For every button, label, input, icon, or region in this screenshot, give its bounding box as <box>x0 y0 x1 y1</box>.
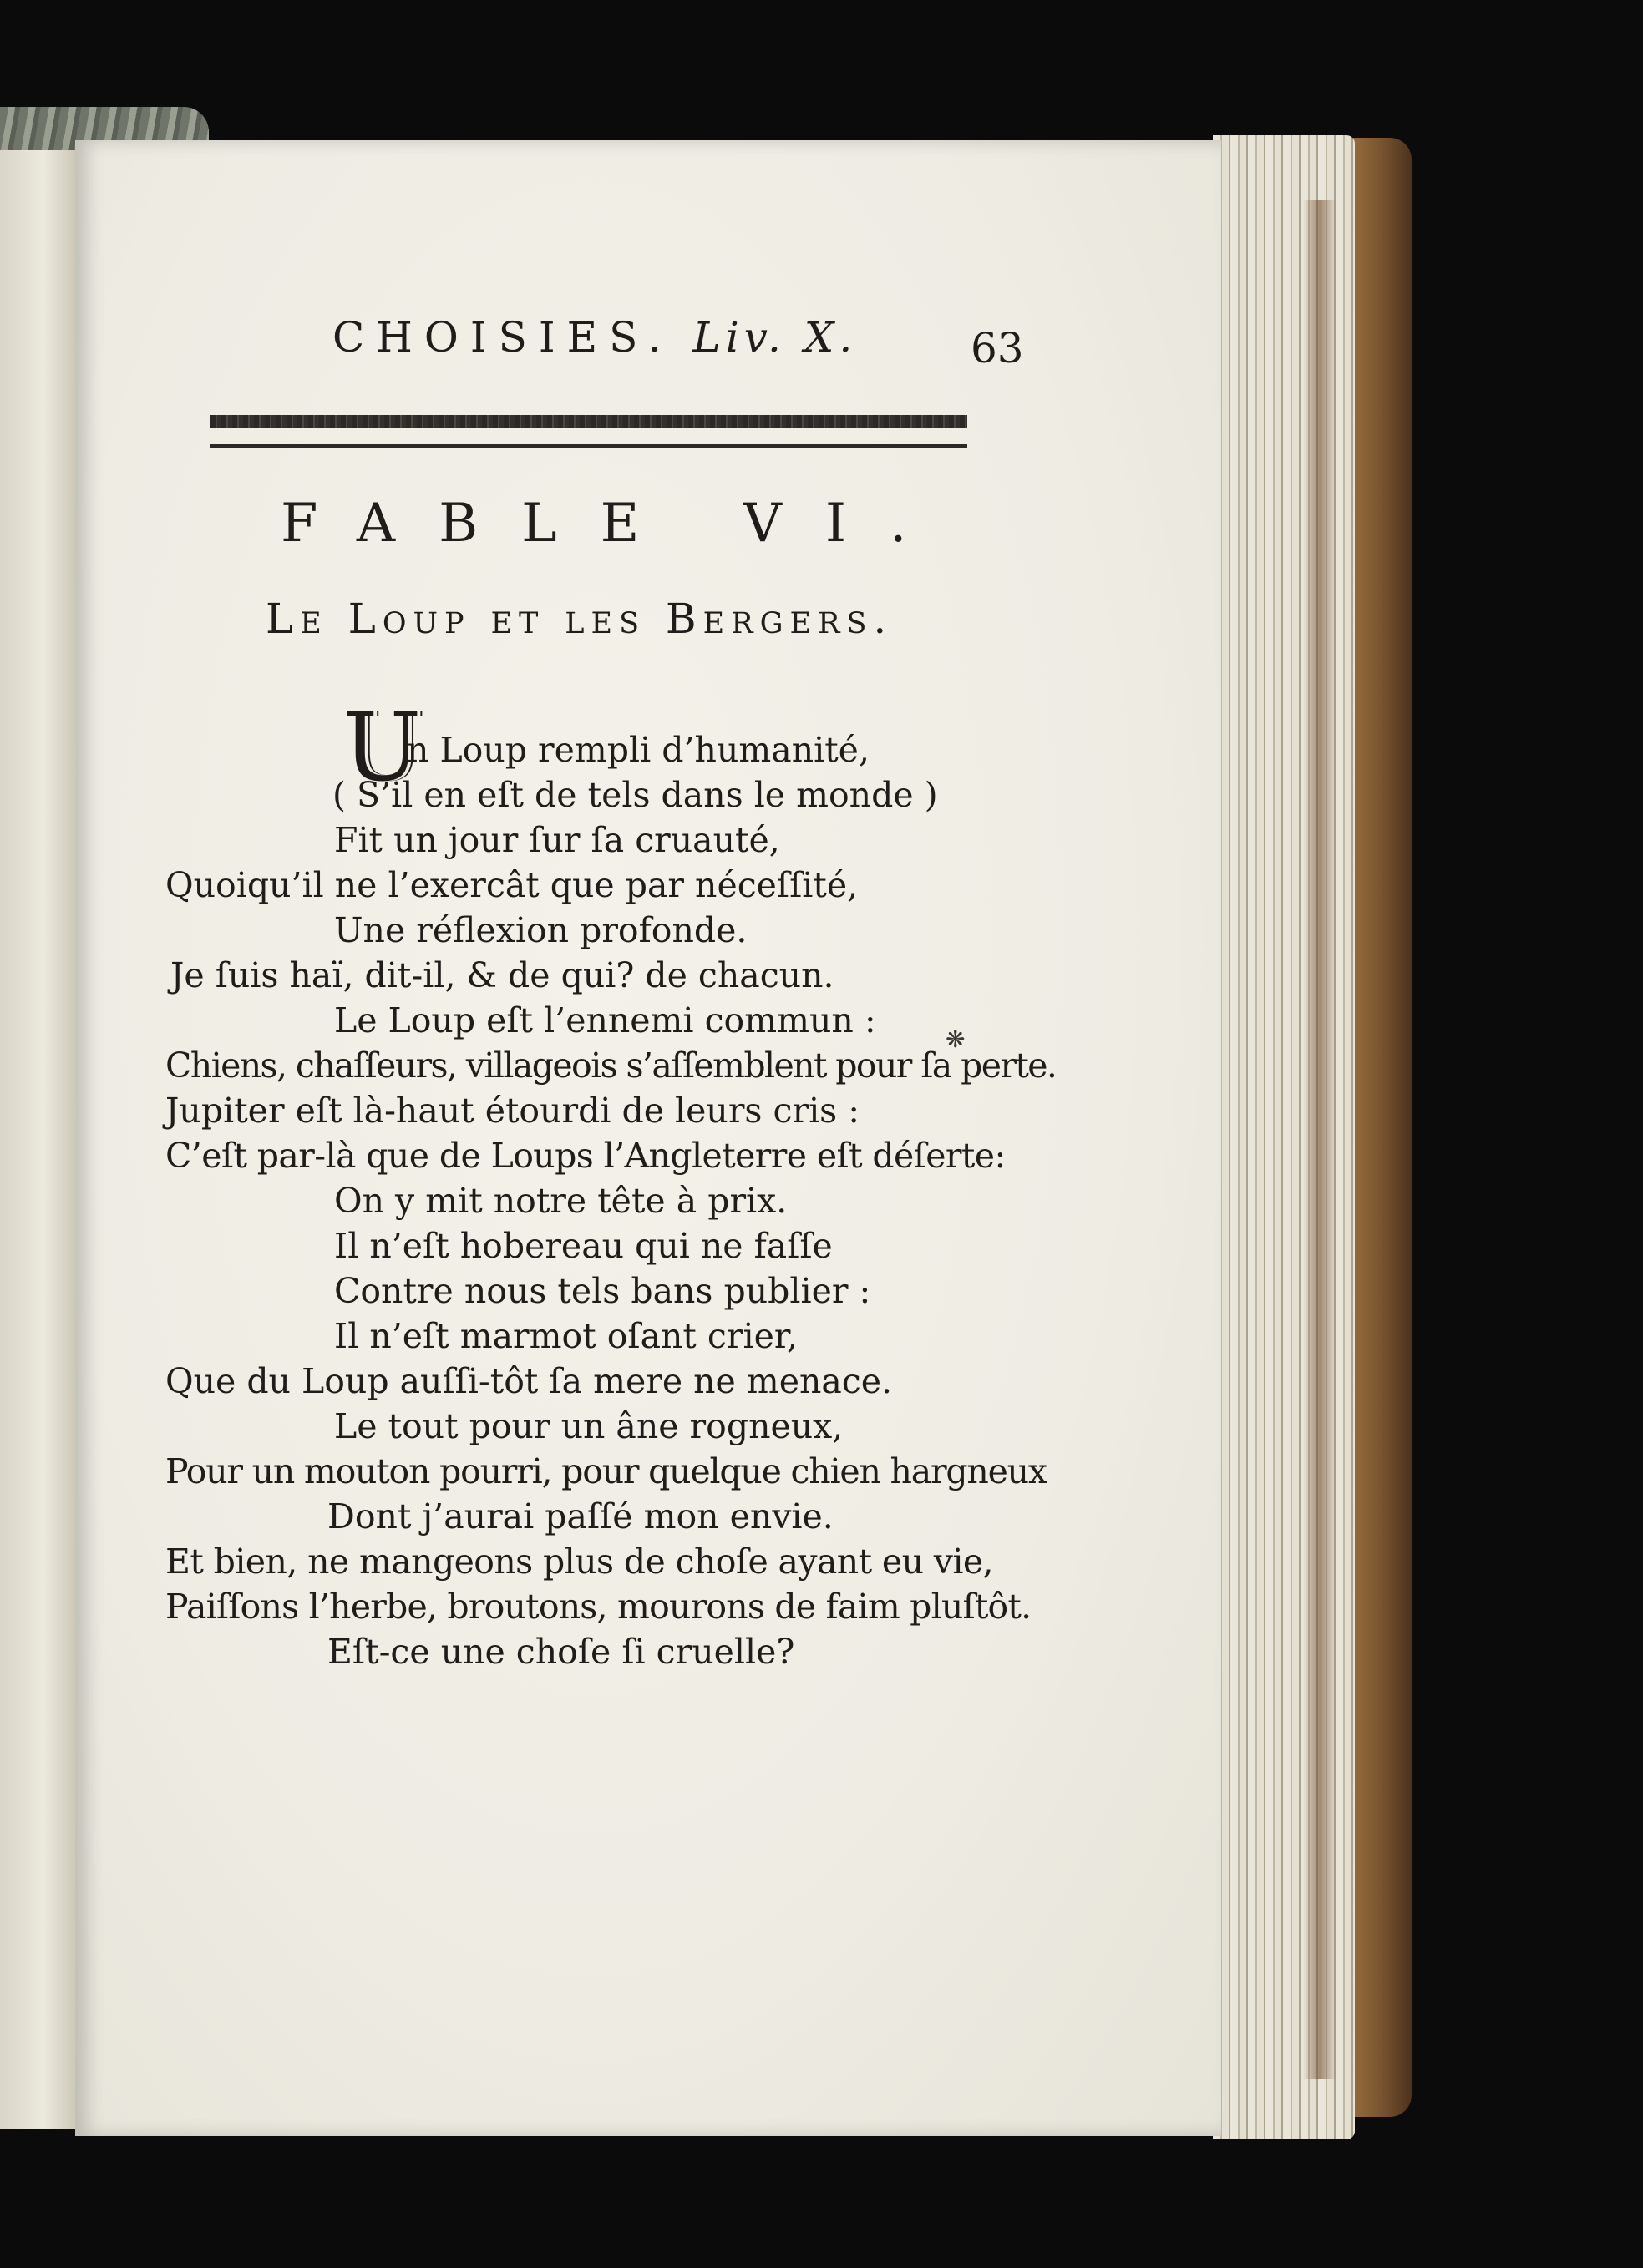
poem-line: Quoiqu’il ne l’exercât que par néceſſité, <box>165 865 859 905</box>
poem-line: Une réflexion profonde. <box>334 910 748 950</box>
poem-line: Eſt-ce une choſe ſi cruelle? <box>327 1632 795 1672</box>
poem-line: Jupiter eſt là-haut étourdi de leurs cris : <box>165 1091 860 1131</box>
page-number: 63 <box>971 324 1024 372</box>
poem-line: Paiſſons l’herbe, broutons, mourons de faim pluſtôt. <box>165 1587 1032 1627</box>
poem-line: Chiens, chaſſeurs, villageois s’aſſemblent pour ſa perte. <box>165 1045 1057 1086</box>
binding-shadow <box>1303 200 1336 2079</box>
poem-line: Dont j’aurai paſſé mon envie. <box>327 1496 834 1536</box>
poem-line: Contre nous tels bans publier : <box>334 1271 871 1311</box>
fable-title: FABLE VI. <box>281 493 951 554</box>
drop-cap: U <box>342 694 422 802</box>
poem-line: Le tout pour un âne rogneux, <box>334 1406 844 1446</box>
poem-line: Fit un jour ſur ſa cruauté, <box>334 820 780 860</box>
poem-line: Il n’eſt hobereau qui ne faſſe <box>334 1226 833 1266</box>
fable-subtitle: Le Loup et les Bergers. <box>266 595 894 643</box>
double-rule-thick <box>210 415 967 428</box>
section-label: Liv. X. <box>692 313 858 362</box>
poem-line: n Loup rempli d’humanité, <box>407 730 870 770</box>
running-head <box>332 313 857 362</box>
poem-line: Je ſuis haï, dit-il, & de qui? de chacun. <box>170 955 834 995</box>
poem-line: Pour un mouton pourri, pour quelque chien hargneux <box>165 1451 1047 1491</box>
left-facing-page <box>0 138 79 2129</box>
poem-line: On y mit notre tête à prix. <box>334 1181 788 1221</box>
poem-line: ( S’il en eſt de tels dans le monde ) <box>332 775 938 815</box>
double-rule-thin <box>210 444 967 448</box>
printer-fleuron-icon: ❋ <box>946 1027 966 1053</box>
running-title: CHOISIES. <box>332 313 673 362</box>
poem-line: Le Loup eſt l’ennemi commun : <box>334 1000 876 1040</box>
poem-line: Il n’eſt marmot oſant crier, <box>334 1316 799 1356</box>
poem-line: Et bien, ne mangeons plus de choſe ayant eu vie, <box>165 1542 993 1582</box>
poem-line: Que du Loup auſſi-tôt ſa mere ne menace. <box>165 1361 893 1401</box>
poem-line: C’eſt par-là que de Loups l’Angleterre eſt déſerte: <box>165 1136 1006 1176</box>
